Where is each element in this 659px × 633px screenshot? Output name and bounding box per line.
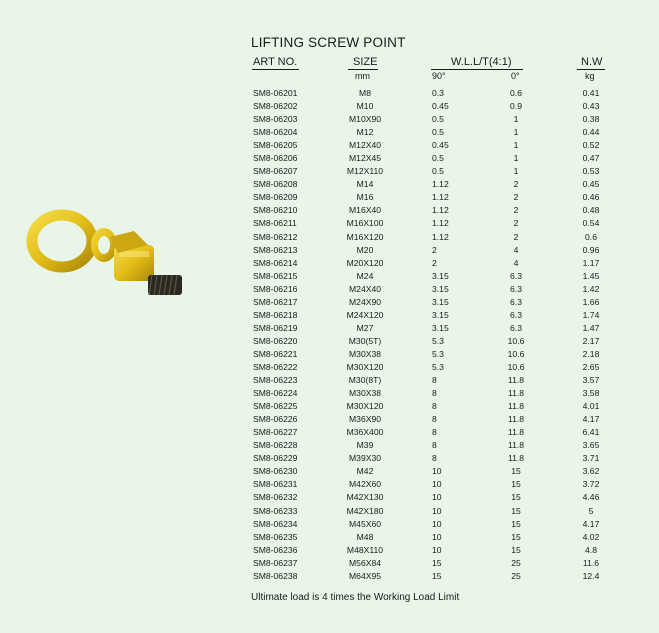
wll-0-cell: 11.8 [507, 401, 525, 412]
wll-0-cell: 15 [511, 492, 521, 503]
wll-0-cell: 10.6 [507, 348, 525, 359]
size-cell: M42 [356, 466, 374, 477]
table-row [0, 179, 659, 192]
table-row [0, 114, 659, 127]
art-no-cell: SM8-06229 [253, 453, 298, 464]
size-cell: M30X120 [346, 401, 384, 412]
nw-cell: 0.41 [582, 88, 600, 98]
art-no-cell: SM8-06233 [253, 505, 298, 516]
wll-0-cell: 11.8 [507, 375, 525, 386]
wll-0-cell: 15 [511, 505, 521, 516]
size-cell: M45X60 [349, 518, 382, 529]
table-row [0, 284, 659, 297]
art-no-cell: SM8-06231 [253, 479, 298, 490]
art-no-cell: SM8-06237 [253, 557, 298, 568]
wll-90-cell: 0.45 [432, 140, 449, 151]
size-cell: M14 [356, 179, 374, 190]
wll-0-cell: 11.8 [507, 388, 525, 399]
wll-90-cell: 3.15 [432, 309, 449, 320]
table-row [0, 336, 659, 349]
size-cell: M30X120 [346, 361, 384, 372]
table-row [0, 532, 659, 545]
size-cell: M42X180 [346, 505, 384, 516]
table-row [0, 88, 659, 101]
wll-0-label: 0° [511, 71, 520, 81]
nw-cell: 11.6 [582, 557, 600, 568]
header-art-underline [252, 69, 299, 70]
wll-90-cell: 1.12 [432, 231, 449, 242]
size-cell: M16X120 [346, 231, 384, 242]
wll-90-cell: 10 [432, 544, 442, 555]
wll-90-cell: 10 [432, 466, 442, 477]
size-cell: M30X38 [349, 348, 382, 359]
nw-cell: 0.45 [582, 179, 600, 190]
wll-0-cell: 6.3 [510, 283, 522, 294]
size-cell: M16X100 [346, 218, 384, 229]
size-unit: mm [355, 71, 370, 81]
spec-table [0, 88, 659, 584]
wll-90-cell: 8 [432, 453, 437, 464]
wll-90-cell: 1.12 [432, 179, 449, 190]
size-cell: M10X90 [349, 114, 382, 125]
wll-90-cell: 3.15 [432, 322, 449, 333]
wll-0-cell: 2 [513, 192, 519, 203]
wll-0-cell: 15 [511, 531, 521, 542]
table-row [0, 258, 659, 271]
art-no-cell: SM8-06205 [253, 140, 298, 151]
art-no-cell: SM8-06225 [253, 401, 298, 412]
nw-cell: 0.43 [582, 101, 600, 112]
nw-cell: 1.74 [582, 309, 600, 320]
nw-cell: 3.58 [582, 388, 600, 399]
size-cell: M20X120 [346, 257, 384, 268]
wll-0-cell: 25 [511, 557, 521, 568]
wll-0-cell: 1 [513, 166, 519, 177]
size-cell: M27 [356, 322, 374, 333]
wll-0-cell: 11.8 [507, 414, 525, 425]
size-cell: M30(5T) [348, 335, 382, 346]
size-cell: M12X40 [349, 140, 382, 151]
wll-90-cell: 0.5 [432, 153, 444, 164]
wll-90-cell: 8 [432, 375, 437, 386]
size-cell: M24 [356, 270, 374, 281]
wll-90-cell: 1.12 [432, 192, 449, 203]
wll-0-cell: 10.6 [507, 361, 525, 372]
nw-cell: 0.96 [582, 244, 600, 255]
size-cell: M36X90 [349, 414, 382, 425]
nw-cell: 0.53 [582, 166, 600, 177]
nw-cell: 1.45 [582, 270, 600, 281]
nw-cell: 4.17 [582, 414, 600, 425]
size-cell: M16 [356, 192, 374, 203]
wll-0-cell: 15 [511, 466, 521, 477]
size-cell: M42X130 [346, 492, 384, 503]
wll-0-cell: 11.8 [507, 427, 525, 438]
wll-0-cell: 1 [513, 153, 519, 164]
size-cell: M12X110 [346, 166, 384, 177]
nw-cell: 1.17 [582, 257, 600, 268]
nw-cell: 1.42 [582, 283, 600, 294]
page-title: LIFTING SCREW POINT [251, 35, 406, 50]
art-no-cell: SM8-06218 [253, 309, 298, 320]
size-cell: M30(8T) [348, 375, 382, 386]
nw-cell: 3.65 [582, 440, 600, 451]
wll-90-cell: 8 [432, 388, 437, 399]
table-row [0, 323, 659, 336]
size-cell: M24X40 [349, 283, 382, 294]
nw-cell: 3.71 [582, 453, 600, 464]
art-no-cell: SM8-06221 [253, 348, 298, 359]
table-row [0, 297, 659, 310]
table-row [0, 153, 659, 166]
wll-90-cell: 8 [432, 401, 437, 412]
nw-cell: 0.6 [585, 231, 597, 242]
nw-cell: 2.18 [582, 348, 600, 359]
table-row [0, 440, 659, 453]
art-no-cell: SM8-06219 [253, 322, 298, 333]
wll-90-cell: 15 [432, 570, 442, 581]
wll-90-cell: 1.12 [432, 218, 449, 229]
table-row [0, 388, 659, 401]
wll-0-cell: 2 [513, 205, 519, 216]
art-no-cell: SM8-06228 [253, 440, 298, 451]
wll-0-cell: 2 [513, 179, 519, 190]
header-nw: N.W [581, 56, 603, 68]
table-row [0, 127, 659, 140]
table-row [0, 453, 659, 466]
wll-90-cell: 2 [432, 257, 437, 268]
table-row [0, 218, 659, 231]
table-row [0, 414, 659, 427]
table-row [0, 166, 659, 179]
wll-90-cell: 5.3 [432, 348, 444, 359]
nw-cell: 4.17 [582, 518, 600, 529]
nw-cell: 4.8 [585, 544, 597, 555]
header-size-underline [348, 69, 378, 70]
art-no-cell: SM8-06202 [253, 101, 298, 112]
nw-cell: 5 [588, 505, 594, 516]
wll-0-cell: 1 [513, 114, 519, 125]
nw-cell: 0.52 [582, 140, 600, 151]
nw-cell: 0.44 [582, 127, 600, 138]
wll-90-cell: 8 [432, 427, 437, 438]
art-no-cell: SM8-06211 [253, 218, 297, 229]
table-row [0, 545, 659, 558]
art-no-cell: SM8-06238 [253, 570, 298, 581]
wll-0-cell: 15 [511, 479, 521, 490]
art-no-cell: SM8-06217 [253, 296, 298, 307]
table-row [0, 140, 659, 153]
size-cell: M64X95 [349, 570, 382, 581]
wll-0-cell: 6.3 [510, 296, 522, 307]
art-no-cell: SM8-06234 [253, 518, 298, 529]
wll-90-cell: 8 [432, 414, 437, 425]
table-row [0, 571, 659, 584]
art-no-cell: SM8-06226 [253, 414, 298, 425]
nw-cell: 3.62 [582, 466, 600, 477]
size-cell: M56X84 [349, 557, 382, 568]
size-cell: M8 [359, 88, 371, 98]
size-cell: M10 [356, 101, 374, 112]
nw-cell: 4.46 [582, 492, 600, 503]
table-row [0, 101, 659, 114]
table-row [0, 492, 659, 505]
wll-90-cell: 10 [432, 518, 442, 529]
art-no-cell: SM8-06220 [253, 335, 298, 346]
wll-90-cell: 5.3 [432, 361, 444, 372]
table-row [0, 271, 659, 284]
wll-90-cell: 10 [432, 531, 442, 542]
table-row [0, 375, 659, 388]
table-row [0, 362, 659, 375]
nw-cell: 1.47 [582, 322, 600, 333]
size-cell: M48 [356, 531, 374, 542]
art-no-cell: SM8-06204 [253, 127, 298, 138]
wll-90-cell: 2 [432, 244, 437, 255]
wll-0-cell: 11.8 [507, 440, 525, 451]
table-row [0, 519, 659, 532]
nw-cell: 2.17 [582, 335, 600, 346]
nw-cell: 0.38 [582, 114, 600, 125]
wll-90-label: 90° [432, 71, 446, 81]
header-nw-underline [577, 69, 605, 70]
table-row [0, 192, 659, 205]
art-no-cell: SM8-06235 [253, 531, 298, 542]
table-row [0, 232, 659, 245]
nw-cell: 0.54 [582, 218, 600, 229]
art-no-cell: SM8-06224 [253, 388, 298, 399]
nw-cell: 3.72 [582, 479, 600, 490]
art-no-cell: SM8-06206 [253, 153, 298, 164]
art-no-cell: SM8-06212 [253, 231, 298, 242]
wll-0-cell: 11.8 [507, 453, 525, 464]
wll-0-cell: 4 [513, 244, 519, 255]
header-size: SIZE [353, 56, 378, 68]
wll-0-cell: 2 [513, 231, 519, 242]
art-no-cell: SM8-06236 [253, 544, 298, 555]
wll-90-cell: 8 [432, 440, 437, 451]
wll-90-cell: 0.45 [432, 101, 449, 112]
wll-90-cell: 3.15 [432, 283, 449, 294]
wll-90-cell: 0.5 [432, 166, 444, 177]
size-cell: M24X90 [349, 296, 382, 307]
nw-cell: 12.4 [582, 570, 600, 581]
wll-90-cell: 3.15 [432, 270, 449, 281]
wll-90-cell: 15 [432, 557, 442, 568]
wll-0-cell: 0.9 [510, 101, 522, 112]
wll-0-cell: 1 [513, 127, 519, 138]
wll-90-cell: 0.5 [432, 114, 444, 125]
art-no-cell: SM8-06201 [253, 88, 298, 98]
art-no-cell: SM8-06232 [253, 492, 298, 503]
wll-90-cell: 0.3 [432, 88, 444, 98]
table-row [0, 427, 659, 440]
table-row [0, 245, 659, 258]
nw-cell: 0.48 [582, 205, 600, 216]
wll-90-cell: 3.15 [432, 296, 449, 307]
table-row [0, 349, 659, 362]
wll-0-cell: 0.6 [510, 88, 522, 98]
wll-90-cell: 10 [432, 492, 442, 503]
nw-cell: 0.47 [582, 153, 600, 164]
nw-cell: 0.46 [582, 192, 600, 203]
header-wll-underline [431, 69, 523, 70]
table-row [0, 466, 659, 479]
art-no-cell: SM8-06216 [253, 283, 298, 294]
header-wll: W.L.L/T(4:1) [451, 56, 512, 68]
art-no-cell: SM8-06223 [253, 375, 298, 386]
wll-90-cell: 1.12 [432, 205, 449, 216]
wll-0-cell: 15 [511, 544, 521, 555]
art-no-cell: SM8-06215 [253, 270, 298, 281]
nw-cell: 1.66 [582, 296, 600, 307]
nw-cell: 2.65 [582, 361, 600, 372]
nw-unit: kg [585, 71, 595, 81]
art-no-cell: SM8-06222 [253, 361, 298, 372]
art-no-cell: SM8-06227 [253, 427, 298, 438]
wll-0-cell: 25 [511, 570, 521, 581]
size-cell: M42X60 [349, 479, 382, 490]
size-cell: M12 [356, 127, 374, 138]
wll-0-cell: 1 [513, 140, 519, 151]
size-cell: M12X45 [349, 153, 382, 164]
table-row [0, 479, 659, 492]
footnote: Ultimate load is 4 times the Working Load Limit [251, 592, 460, 603]
art-no-cell: SM8-06203 [253, 114, 298, 125]
table-row [0, 401, 659, 414]
size-cell: M24X120 [346, 309, 384, 320]
table-row [0, 205, 659, 218]
size-cell: M48X110 [346, 544, 384, 555]
art-no-cell: SM8-06230 [253, 466, 298, 477]
nw-cell: 6.41 [582, 427, 600, 438]
table-row [0, 506, 659, 519]
wll-0-cell: 6.3 [510, 309, 522, 320]
nw-cell: 3.57 [582, 375, 600, 386]
wll-90-cell: 5.3 [432, 335, 444, 346]
wll-90-cell: 0.5 [432, 127, 444, 138]
art-no-cell: SM8-06207 [253, 166, 298, 177]
wll-90-cell: 10 [432, 479, 442, 490]
size-cell: M20 [356, 244, 374, 255]
size-cell: M30X38 [349, 388, 382, 399]
table-row [0, 310, 659, 323]
art-no-cell: SM8-06210 [253, 205, 298, 216]
wll-0-cell: 2 [513, 218, 519, 229]
wll-0-cell: 6.3 [510, 322, 522, 333]
header-art-no: ART NO. [253, 56, 298, 68]
art-no-cell: SM8-06213 [253, 244, 298, 255]
wll-0-cell: 4 [513, 257, 519, 268]
nw-cell: 4.02 [582, 531, 600, 542]
art-no-cell: SM8-06208 [253, 179, 298, 190]
size-cell: M36X400 [346, 427, 384, 438]
size-cell: M39X30 [349, 453, 382, 464]
size-cell: M39 [356, 440, 374, 451]
wll-0-cell: 6.3 [510, 270, 522, 281]
art-no-cell: SM8-06214 [253, 257, 298, 268]
nw-cell: 4.01 [582, 401, 600, 412]
wll-90-cell: 10 [432, 505, 442, 516]
table-row [0, 558, 659, 571]
wll-0-cell: 10.6 [507, 335, 525, 346]
size-cell: M16X40 [349, 205, 382, 216]
art-no-cell: SM8-06209 [253, 192, 298, 203]
wll-0-cell: 15 [511, 518, 521, 529]
